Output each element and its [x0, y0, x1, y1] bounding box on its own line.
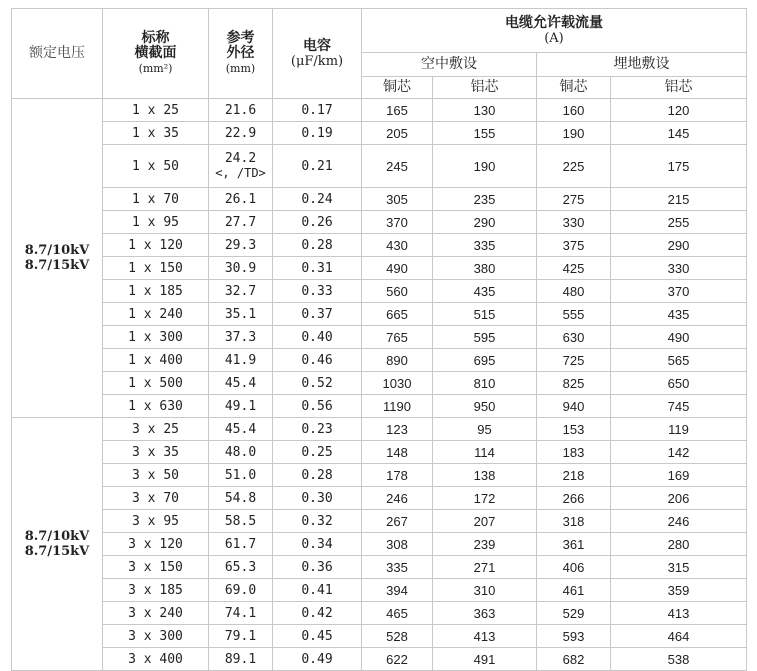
air-copper-cell: 178	[362, 464, 433, 487]
air-aluminum-cell: 515	[433, 303, 537, 326]
diameter-cell	[209, 145, 273, 188]
section-cell: 3 x 400	[103, 648, 209, 671]
diameter-cell: 89.1	[209, 648, 273, 671]
air-copper-cell: 465	[362, 602, 433, 625]
ground-copper-cell: 593	[537, 625, 611, 648]
ground-aluminum-cell: 490	[611, 326, 747, 349]
diameter-cell: 29.3	[209, 234, 273, 257]
section-cell: 1 x 630	[103, 395, 209, 418]
ground-copper-cell: 275	[537, 188, 611, 211]
section-cell: 3 x 70	[103, 487, 209, 510]
header-section-unit: (mm²)	[138, 62, 173, 75]
ground-aluminum-cell: 255	[611, 211, 747, 234]
section-cell: 1 x 400	[103, 349, 209, 372]
ground-copper-cell: 361	[537, 533, 611, 556]
ground-aluminum-cell: 120	[611, 99, 747, 122]
capacitance-cell: 0.28	[273, 464, 362, 487]
ground-copper-cell: 160	[537, 99, 611, 122]
air-aluminum-cell: 155	[433, 122, 537, 145]
diameter-cell: 51.0	[209, 464, 273, 487]
diameter-cell: 65.3	[209, 556, 273, 579]
air-aluminum-cell: 172	[433, 487, 537, 510]
voltage-line1: 8.7/10kV	[24, 529, 90, 544]
ground-aluminum-cell: 169	[611, 464, 747, 487]
air-copper-cell: 267	[362, 510, 433, 533]
header-section-line2: 横截面	[134, 45, 177, 61]
header-ground-laying: 埋地敷设	[537, 53, 747, 77]
diameter-cell: 69.0	[209, 579, 273, 602]
header-ground-copper: 铜芯	[537, 77, 611, 99]
table-row	[12, 602, 747, 625]
header-diameter-unit: (mm)	[225, 62, 256, 75]
table-row	[12, 145, 747, 188]
ground-copper-cell: 318	[537, 510, 611, 533]
air-copper-cell: 165	[362, 99, 433, 122]
diameter-cell: 45.4	[209, 418, 273, 441]
header-capacitance-unit: (μF/km)	[290, 53, 344, 69]
section-cell: 3 x 150	[103, 556, 209, 579]
table-row	[12, 122, 747, 145]
ground-copper-cell: 425	[537, 257, 611, 280]
table-row	[12, 257, 747, 280]
table-row	[12, 556, 747, 579]
header-ampacity-label: 电缆允许载流量	[505, 14, 603, 31]
capacitance-cell: 0.37	[273, 303, 362, 326]
section-cell: 1 x 70	[103, 188, 209, 211]
header-air-aluminum: 铝芯	[433, 77, 537, 99]
table-row	[12, 625, 747, 648]
air-aluminum-cell: 95	[433, 418, 537, 441]
capacitance-cell: 0.23	[273, 418, 362, 441]
ground-aluminum-cell: 280	[611, 533, 747, 556]
air-copper-cell: 245	[362, 145, 433, 188]
header-diameter	[209, 9, 273, 99]
air-aluminum-cell: 190	[433, 145, 537, 188]
capacitance-cell: 0.52	[273, 372, 362, 395]
air-copper-cell: 890	[362, 349, 433, 372]
air-aluminum-cell: 695	[433, 349, 537, 372]
section-cell: 1 x 185	[103, 280, 209, 303]
section-cell: 3 x 240	[103, 602, 209, 625]
table-row	[12, 372, 747, 395]
section-cell: 1 x 25	[103, 99, 209, 122]
ground-aluminum-cell: 206	[611, 487, 747, 510]
section-cell: 1 x 35	[103, 122, 209, 145]
diameter-cell: 61.7	[209, 533, 273, 556]
diameter-cell: 35.1	[209, 303, 273, 326]
diameter-cell: 58.5	[209, 510, 273, 533]
ground-aluminum-cell: 650	[611, 372, 747, 395]
section-cell: 3 x 25	[103, 418, 209, 441]
capacitance-cell: 0.17	[273, 99, 362, 122]
table-row	[12, 188, 747, 211]
ground-copper-cell: 406	[537, 556, 611, 579]
diameter-cell: 74.1	[209, 602, 273, 625]
ground-aluminum-cell: 538	[611, 648, 747, 671]
air-copper-cell: 622	[362, 648, 433, 671]
air-aluminum-cell: 239	[433, 533, 537, 556]
capacitance-cell: 0.30	[273, 487, 362, 510]
table-row	[12, 349, 747, 372]
section-cell: 1 x 95	[103, 211, 209, 234]
capacitance-cell: 0.19	[273, 122, 362, 145]
capacitance-cell: 0.36	[273, 556, 362, 579]
air-aluminum-cell: 271	[433, 556, 537, 579]
ground-copper-cell: 183	[537, 441, 611, 464]
table-row	[12, 648, 747, 671]
section-cell: 3 x 50	[103, 464, 209, 487]
section-cell: 1 x 50	[103, 145, 209, 188]
air-copper-cell: 1030	[362, 372, 433, 395]
air-aluminum-cell: 235	[433, 188, 537, 211]
air-aluminum-cell: 810	[433, 372, 537, 395]
air-copper-cell: 665	[362, 303, 433, 326]
capacitance-cell: 0.21	[273, 145, 362, 188]
air-aluminum-cell: 130	[433, 99, 537, 122]
air-copper-cell: 528	[362, 625, 433, 648]
table-row	[12, 326, 747, 349]
ground-copper-cell: 375	[537, 234, 611, 257]
capacitance-cell: 0.40	[273, 326, 362, 349]
capacitance-cell: 0.56	[273, 395, 362, 418]
ground-aluminum-cell: 370	[611, 280, 747, 303]
diameter-cell: 26.1	[209, 188, 273, 211]
air-copper-cell: 205	[362, 122, 433, 145]
table-row	[12, 533, 747, 556]
capacitance-cell: 0.31	[273, 257, 362, 280]
header-ampacity-unit: (A)	[544, 30, 564, 46]
air-copper-cell: 148	[362, 441, 433, 464]
table-row	[12, 99, 747, 122]
air-copper-cell: 490	[362, 257, 433, 280]
capacitance-cell: 0.33	[273, 280, 362, 303]
air-aluminum-cell: 114	[433, 441, 537, 464]
diameter-cell: 79.1	[209, 625, 273, 648]
voltage-line2: 8.7/15kV	[24, 258, 90, 273]
section-cell: 1 x 150	[103, 257, 209, 280]
ground-aluminum-cell: 464	[611, 625, 747, 648]
ground-aluminum-cell: 359	[611, 579, 747, 602]
ground-copper-cell: 461	[537, 579, 611, 602]
diameter-cell: 21.6	[209, 99, 273, 122]
diameter-cell: 22.9	[209, 122, 273, 145]
ground-aluminum-cell: 246	[611, 510, 747, 533]
diameter-cell: 27.7	[209, 211, 273, 234]
diameter-cell: 30.9	[209, 257, 273, 280]
section-cell: 3 x 95	[103, 510, 209, 533]
air-aluminum-cell: 290	[433, 211, 537, 234]
diameter-cell: 54.8	[209, 487, 273, 510]
capacitance-cell: 0.24	[273, 188, 362, 211]
ground-aluminum-cell: 290	[611, 234, 747, 257]
ground-aluminum-cell: 330	[611, 257, 747, 280]
air-copper-cell: 335	[362, 556, 433, 579]
ground-aluminum-cell: 315	[611, 556, 747, 579]
section-cell: 3 x 120	[103, 533, 209, 556]
table-row	[12, 211, 747, 234]
ground-aluminum-cell: 413	[611, 602, 747, 625]
air-aluminum-cell: 491	[433, 648, 537, 671]
table-row	[12, 510, 747, 533]
section-cell: 3 x 185	[103, 579, 209, 602]
ground-copper-cell: 225	[537, 145, 611, 188]
section-cell: 3 x 35	[103, 441, 209, 464]
voltage-line2: 8.7/15kV	[24, 544, 90, 559]
air-aluminum-cell: 207	[433, 510, 537, 533]
capacitance-cell: 0.34	[273, 533, 362, 556]
table-row	[12, 234, 747, 257]
ground-copper-cell: 940	[537, 395, 611, 418]
table-row	[12, 487, 747, 510]
table-row	[12, 418, 747, 441]
table-row	[12, 441, 747, 464]
air-aluminum-cell: 413	[433, 625, 537, 648]
table-row	[12, 303, 747, 326]
table-row	[12, 464, 747, 487]
diameter-cell: 49.1	[209, 395, 273, 418]
table-body	[12, 99, 747, 671]
air-copper-cell: 430	[362, 234, 433, 257]
diameter-cell: 32.7	[209, 280, 273, 303]
ground-aluminum-cell: 435	[611, 303, 747, 326]
header-ground-aluminum: 铝芯	[611, 77, 747, 99]
header-voltage: 额定电压	[12, 9, 103, 99]
ground-copper-cell: 330	[537, 211, 611, 234]
header-diameter-line2: 外径	[226, 45, 255, 61]
section-cell: 1 x 240	[103, 303, 209, 326]
air-copper-cell: 1190	[362, 395, 433, 418]
air-copper-cell: 370	[362, 211, 433, 234]
header-air-laying: 空中敷设	[362, 53, 537, 77]
ground-copper-cell: 190	[537, 122, 611, 145]
section-cell: 3 x 300	[103, 625, 209, 648]
cable-spec-table-container	[11, 8, 747, 671]
header-section	[103, 9, 209, 99]
air-aluminum-cell: 363	[433, 602, 537, 625]
ground-aluminum-cell: 565	[611, 349, 747, 372]
air-aluminum-cell: 595	[433, 326, 537, 349]
ground-aluminum-cell: 145	[611, 122, 747, 145]
voltage-cell	[12, 418, 103, 671]
capacitance-cell: 0.41	[273, 579, 362, 602]
ground-aluminum-cell: 745	[611, 395, 747, 418]
ground-copper-cell: 725	[537, 349, 611, 372]
capacitance-cell: 0.32	[273, 510, 362, 533]
cable-spec-table	[11, 8, 747, 671]
air-copper-cell: 246	[362, 487, 433, 510]
air-aluminum-cell: 435	[433, 280, 537, 303]
ground-aluminum-cell: 215	[611, 188, 747, 211]
table-row	[12, 579, 747, 602]
diameter-cell: 41.9	[209, 349, 273, 372]
table-row	[12, 280, 747, 303]
air-copper-cell: 308	[362, 533, 433, 556]
ground-aluminum-cell: 142	[611, 441, 747, 464]
header-ampacity	[362, 9, 747, 53]
capacitance-cell: 0.46	[273, 349, 362, 372]
air-copper-cell: 305	[362, 188, 433, 211]
capacitance-cell: 0.25	[273, 441, 362, 464]
ground-aluminum-cell: 119	[611, 418, 747, 441]
header-diameter-line1: 参考	[226, 30, 255, 46]
ground-copper-cell: 266	[537, 487, 611, 510]
ground-copper-cell: 480	[537, 280, 611, 303]
header-capacitance-label: 电容	[303, 37, 331, 54]
voltage-line1: 8.7/10kV	[24, 243, 90, 258]
air-aluminum-cell: 380	[433, 257, 537, 280]
air-copper-cell: 123	[362, 418, 433, 441]
section-cell: 1 x 500	[103, 372, 209, 395]
capacitance-cell: 0.42	[273, 602, 362, 625]
air-copper-cell: 765	[362, 326, 433, 349]
ground-copper-cell: 825	[537, 372, 611, 395]
diameter-cell: 48.0	[209, 441, 273, 464]
ground-copper-cell: 529	[537, 602, 611, 625]
voltage-cell	[12, 99, 103, 418]
capacitance-cell: 0.28	[273, 234, 362, 257]
ground-copper-cell: 153	[537, 418, 611, 441]
air-aluminum-cell: 950	[433, 395, 537, 418]
air-aluminum-cell: 138	[433, 464, 537, 487]
diameter-cell: 45.4	[209, 372, 273, 395]
capacitance-cell: 0.49	[273, 648, 362, 671]
ground-aluminum-cell: 175	[611, 145, 747, 188]
diameter-value: 24.2	[224, 151, 257, 166]
diameter-note: <, /TD>	[215, 166, 266, 180]
ground-copper-cell: 682	[537, 648, 611, 671]
header-section-line1: 标称	[141, 30, 170, 46]
air-aluminum-cell: 310	[433, 579, 537, 602]
table-row	[12, 395, 747, 418]
section-cell: 1 x 300	[103, 326, 209, 349]
capacitance-cell: 0.45	[273, 625, 362, 648]
air-copper-cell: 560	[362, 280, 433, 303]
section-cell: 1 x 120	[103, 234, 209, 257]
ground-copper-cell: 630	[537, 326, 611, 349]
diameter-cell: 37.3	[209, 326, 273, 349]
header-capacitance	[273, 9, 362, 99]
ground-copper-cell: 218	[537, 464, 611, 487]
header-air-copper: 铜芯	[362, 77, 433, 99]
air-aluminum-cell: 335	[433, 234, 537, 257]
ground-copper-cell: 555	[537, 303, 611, 326]
capacitance-cell: 0.26	[273, 211, 362, 234]
air-copper-cell: 394	[362, 579, 433, 602]
